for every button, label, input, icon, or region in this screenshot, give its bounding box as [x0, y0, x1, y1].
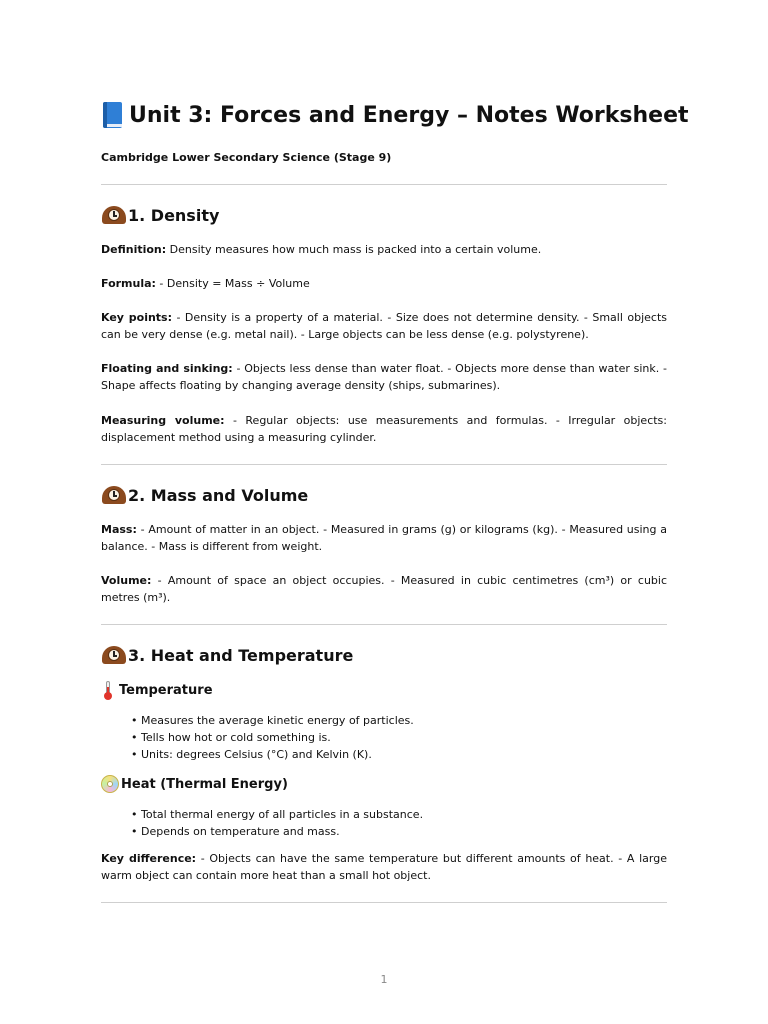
divider	[101, 184, 667, 185]
list-item: • Units: degrees Celsius (°C) and Kelvin (K).	[131, 748, 372, 761]
key-points-text: - Density is a property of a material. - Size does not determine density. - Small objects can be very dense (e.g. metal nail). - Large objects can be less dense (e.g. polystyrene).	[101, 311, 668, 341]
volume-paragraph	[101, 572, 667, 606]
heat-bullet-list	[131, 806, 423, 840]
measuring-text: - Regular objects: use measurements and formulas. - Irregular objects: displacement method using a measuring cylinder.	[101, 414, 667, 444]
key-difference-text: - Objects can have the same temperature but different amounts of heat. - A large warm object can contain more heat than a small hot object.	[101, 852, 667, 882]
blue-book-icon	[101, 101, 123, 129]
mantelpiece-clock-icon	[101, 485, 127, 505]
density-formula	[101, 275, 667, 292]
subheading-text: Heat (Thermal Energy)	[121, 776, 288, 792]
section-heading-density	[101, 205, 219, 225]
mass-text: - Amount of matter in an object. - Measured in grams (g) or kilograms (kg). - Measured using a balance. - Mass is different from weight.	[101, 523, 667, 553]
document-subtitle: Cambridge Lower Secondary Science (Stage 9)	[101, 151, 392, 164]
definition-text: Density measures how much mass is packed into a certain volume.	[166, 243, 542, 256]
section-heading-mass-volume	[101, 485, 308, 505]
list-item: • Total thermal energy of all particles in a substance.	[131, 808, 424, 821]
document-title	[101, 101, 689, 129]
section-heading-text: 2. Mass and Volume	[128, 485, 309, 505]
list-item: • Depends on temperature and mass.	[131, 825, 340, 838]
floating-label: Floating and sinking:	[101, 362, 233, 375]
floating-text: - Objects less dense than water float. - Objects more dense than water sink. - Shape affects floating by changing average density (ships, submarines).	[101, 362, 668, 392]
section-heading-heat-temperature	[101, 645, 353, 665]
mantelpiece-clock-icon	[101, 205, 127, 225]
density-measuring-volume	[101, 412, 667, 446]
density-floating-sinking	[101, 360, 667, 394]
disc-icon	[101, 775, 119, 793]
list-item: • Measures the average kinetic energy of particles.	[131, 714, 414, 727]
volume-text: - Amount of space an object occupies. - Measured in cubic centimetres (cm³) or cubic metres (m³).	[101, 574, 667, 604]
key-difference-paragraph	[101, 850, 667, 884]
page-number: 1	[380, 973, 388, 986]
density-key-points	[101, 309, 667, 343]
section-heading-text: 1. Density	[128, 205, 220, 225]
subheading-text: Temperature	[119, 682, 213, 698]
mantelpiece-clock-icon	[101, 645, 127, 665]
definition-label: Definition:	[101, 243, 167, 256]
list-item: • Tells how hot or cold something is.	[131, 731, 331, 744]
divider	[101, 902, 667, 903]
formula-label: Formula:	[101, 277, 156, 290]
mass-label: Mass:	[101, 523, 137, 536]
volume-label: Volume:	[101, 574, 152, 587]
divider	[101, 624, 667, 625]
key-difference-label: Key difference:	[101, 852, 197, 865]
key-points-label: Key points:	[101, 311, 173, 324]
mass-paragraph	[101, 521, 667, 555]
thermometer-icon	[101, 681, 115, 699]
divider	[101, 464, 667, 465]
document-title-text: Unit 3: Forces and Energy – Notes Worksheet	[129, 102, 689, 128]
density-definition	[101, 241, 667, 258]
formula-text: - Density = Mass ÷ Volume	[155, 277, 310, 290]
section-heading-text: 3. Heat and Temperature	[128, 645, 354, 665]
measuring-label: Measuring volume:	[101, 414, 225, 427]
subheading-heat	[101, 775, 288, 793]
temperature-bullet-list	[131, 712, 414, 763]
subheading-temperature	[101, 681, 213, 699]
